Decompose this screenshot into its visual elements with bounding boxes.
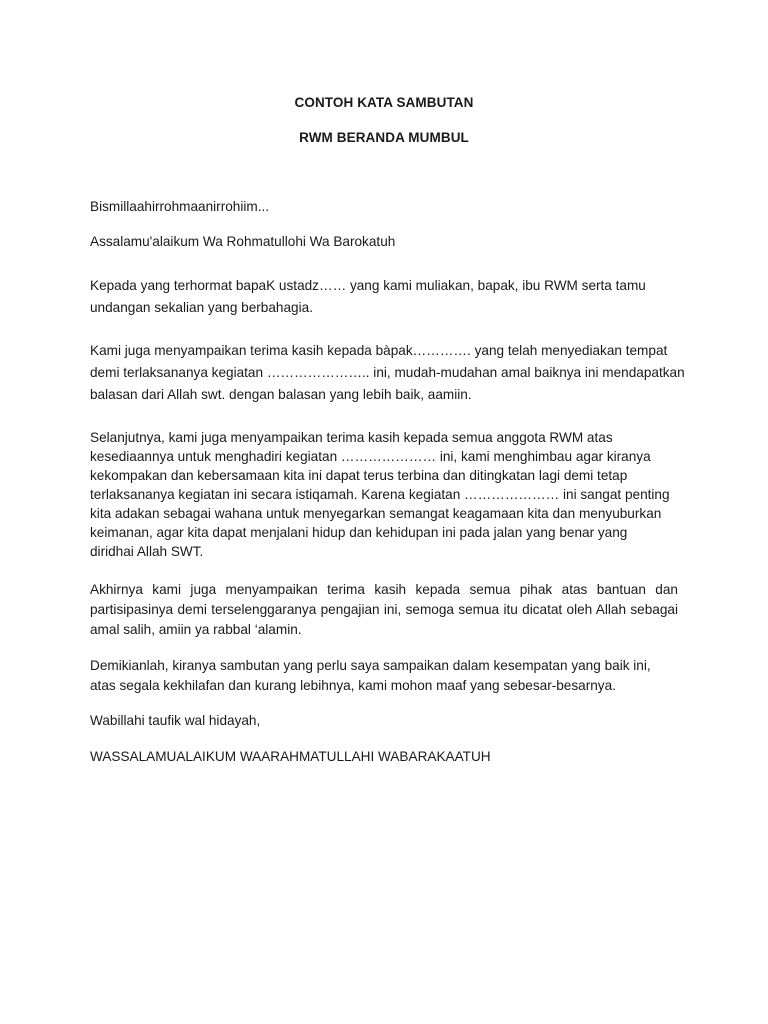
opening-basmala: Bismillaahirrohmaanirrohiim... — [90, 199, 270, 214]
paragraph-1 — [90, 275, 678, 319]
paragraph-3 — [90, 428, 678, 561]
paragraph-3-line-7: diridhai Allah SWT. — [90, 544, 204, 559]
paragraph-2-line-2: demi terlaksananya kegiatan ………………….. ini, mudah-mudahan amal baiknya ini mendapatkan — [90, 365, 685, 380]
closing-salam: WASSALAMUALAIKUM WAARAHMATULLAHI WABARAKAATUH — [90, 749, 491, 764]
paragraph-1-line-1: Kepada yang terhormat bapaK ustadz…… yang kami muliakan, bapak, ibu RWM serta tamu — [90, 278, 646, 293]
paragraph-3-line-5: kita adakan sebagai wahana untuk menyegarkan semangat keagamaan kita dan menyuburkan — [90, 506, 662, 521]
document-title: CONTOH KATA SAMBUTAN — [294, 95, 474, 110]
paragraph-5: Demikianlah, kiranya sambutan yang perlu saya sampaikan dalam kesempatan yang baik ini, atas segala kekhilafan dan kurang lebihnya, kami mohon maaf yang sebesar-besarnya. — [90, 658, 651, 693]
paragraph-3-line-6: keimanan, agar kita dapat menjalani hidup dan kehidupan ini pada jalan yang benar yang — [90, 525, 628, 540]
paragraph-2 — [90, 340, 685, 406]
paragraph-2-line-3: balasan dari Allah swt. dengan balasan yang lebih baik, aamiin. — [90, 387, 472, 402]
paragraph-3-line-2: kesediaannya untuk menghadiri kegiatan ………………… ini, kami menghimbau agar kiranya — [90, 449, 651, 464]
document-subtitle: RWM BERANDA MUMBUL — [299, 130, 469, 145]
opening-salam: Assalamu'alaikum Wa Rohmatullohi Wa Barokatuh — [90, 234, 396, 249]
paragraph-2-line-1: Kami juga menyampaikan terima kasih kepada bàpak…………. yang telah menyediakan tempat — [90, 343, 668, 358]
paragraph-3-line-3: kekompakan dan kebersamaan kita ini dapat terus terbina dan ditingkatan lagi demi tetap — [90, 468, 628, 483]
closing-wabillahi: Wabillahi taufik wal hidayah, — [90, 713, 261, 728]
paragraph-3-line-1: Selanjutnya, kami juga menyampaikan terima kasih kepada semua anggota RWM atas — [90, 430, 613, 445]
paragraph-3-line-4: terlaksananya kegiatan ini secara istiqamah. Karena kegiatan ………………… ini sangat penting — [90, 487, 670, 502]
paragraph-1-line-2: undangan sekalian yang berbahagia. — [90, 300, 313, 315]
paragraph-4: Akhirnya kami juga menyampaikan terima kasih kepada semua pihak atas bantuan dan partisipasinya demi terselenggaranya pengajian ini, semoga semua itu dicatat oleh Allah sebagai amal salih, amiin ya rabbal ‘alamin. — [90, 582, 678, 637]
